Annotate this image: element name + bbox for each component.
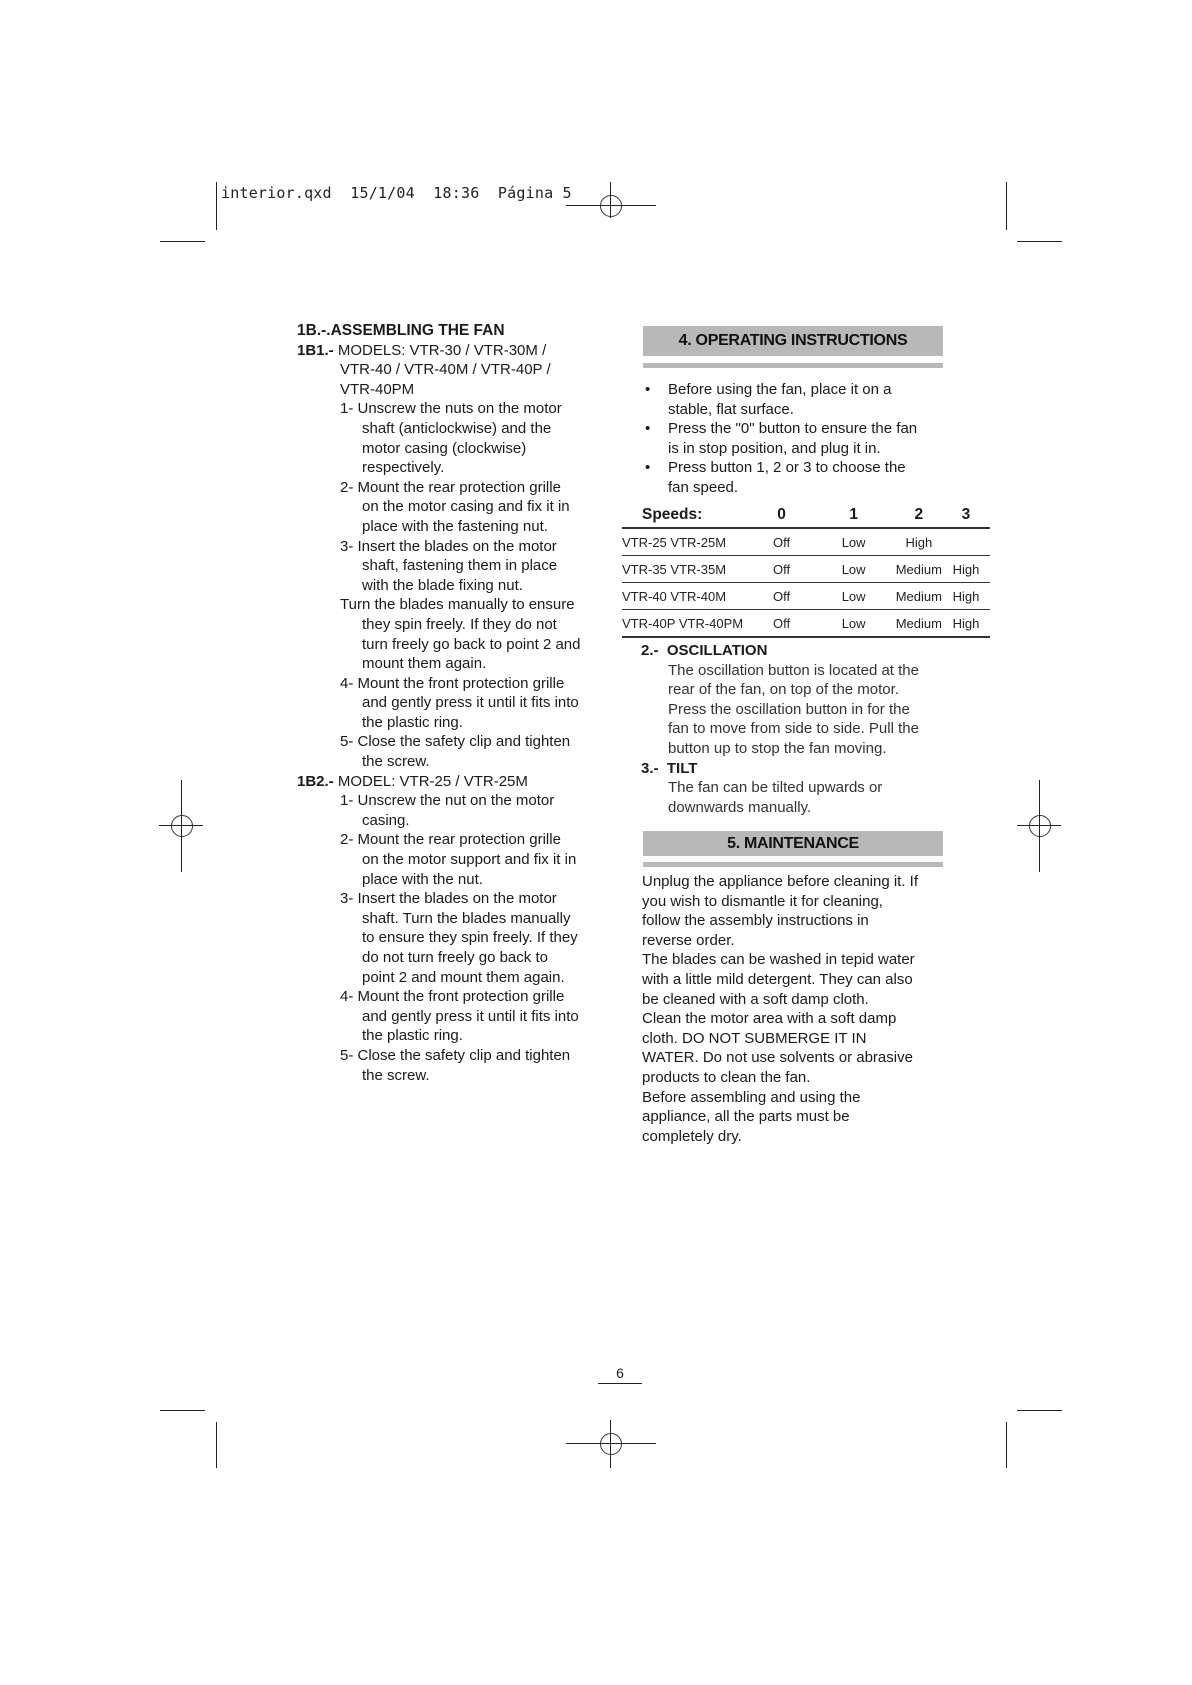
table-header: 3 (961, 506, 971, 523)
b2-step-2: 2- Mount the rear protection grille on the motor support and fix it in place with the nut. (340, 831, 577, 888)
section-4-underbar (643, 363, 943, 368)
maintenance-text: Unplug the appliance before cleaning it. If you wish to dismantle it for cleaning, follow the assembly instructions in reverse order. The blades can be washed in tepid water with a little mild detergent. They can also be cleaned with a soft damp cloth. Clean the motor area with a soft damp cloth. DO NOT SUBMERGE IT IN WATER. Do not use solvents or abrasive products to clean the fan. Before assembling and using the appliance, all the parts must be completely dry. (642, 873, 919, 1145)
bullet-dot: • (645, 459, 651, 477)
assembly-column (297, 321, 602, 1085)
b1-step-4: 4- Mount the front protection grille and gently press it until it fits into the plastic ring. (340, 674, 579, 731)
b1-step-3: 3- Insert the blades on the motor shaft, fastening them in place with the blade fixing nut. (340, 537, 558, 594)
operating-bullets (643, 380, 943, 498)
table-header: 1 (849, 506, 858, 523)
table-row: VTR-40 VTR-40M Off Low Medium High (622, 583, 990, 610)
section-4-title: 4. OPERATING INSTRUCTIONS (643, 326, 943, 356)
oscillation-title: OSCILLATION (666, 642, 768, 659)
b2-label: 1B2.- (297, 772, 334, 790)
section-5-underbar (643, 862, 943, 867)
print-slug: interior.qxd 15/1/04 18:36 Página 5 (221, 184, 572, 202)
oscillation-tilt-block: 2.- OSCILLATION The oscillation button is located at the rear of the fan, on top of the motor. Press the oscillation button in for the fan to move from side to side. Pull the button up to stop the fan moving. 3.- TILT The fan can be tilted upwards or downwards manually. (641, 642, 919, 816)
b2-step-4: 4- Mount the front protection grille and gently press it until it fits into the plastic ring. (340, 988, 579, 1045)
b2-step-5: 5- Close the safety clip and tighten the screw. (340, 1046, 571, 1084)
b1-label: 1B1.- (297, 341, 334, 359)
b1-step-1: 1- Unscrew the nuts on the motor shaft (anticlockwise) and the motor casing (clockwise) respectively. (340, 400, 562, 477)
page-number: 6 (616, 1365, 624, 1381)
b1-step-5: 5- Close the safety clip and tighten the screw. (340, 733, 571, 771)
table-row: VTR-40P VTR-40PM Off Low Medium High (622, 610, 990, 638)
table-header-row (622, 503, 990, 528)
speeds-table (622, 503, 990, 638)
oscillation-label: 2.- (641, 642, 659, 659)
section-5-title: 5. MAINTENANCE (643, 831, 943, 856)
table-header: 0 (777, 506, 786, 523)
b1-step-turn: Turn the blades manually to ensure they spin freely. If they do not turn freely go back to point 2 and mount them again. (340, 596, 581, 673)
bullet-dot: • (645, 381, 651, 398)
bullet-dot: • (645, 420, 651, 438)
b2-step-1: 1- Unscrew the nut on the motor casing. (340, 792, 555, 829)
table-row: VTR-35 VTR-35M Off Low Medium High (622, 556, 990, 583)
tilt-label: 3.- (641, 759, 659, 777)
bullet-item: • Press button 1, 2 or 3 to choose the fan speed. (645, 459, 906, 496)
tilt-title: TILT (666, 759, 698, 777)
b2-model: MODEL: VTR-25 / VTR-25M (337, 772, 528, 790)
b1-models-line: MODELS: VTR-30 / VTR-30M / (337, 341, 547, 359)
page-number-underline (598, 1383, 642, 1384)
table-row: VTR-25 VTR-25M Off Low High (622, 528, 990, 556)
table-header: Speeds: (642, 506, 703, 523)
b2-step-3: 3- Insert the blades on the motor shaft. Turn the blades manually to ensure they spin freely. If they do not turn freely go back to point 2 and mount them again. (340, 890, 578, 986)
bullet-item: • Before using the fan, place it on a stable, flat surface. (645, 381, 892, 418)
b1-models-line: VTR-40PM (340, 380, 415, 398)
b1-models-line: VTR-40 / VTR-40M / VTR-40P / (340, 361, 551, 379)
b1-step-2: 2- Mount the rear protection grille on the motor casing and fix it in place with the fastening nut. (340, 478, 570, 535)
table-header: 2 (914, 506, 924, 523)
assembly-heading: 1B.-.ASSEMBLING THE FAN (297, 322, 505, 339)
bullet-item: • Press the "0" button to ensure the fan is in stop position, and plug it in. (645, 420, 918, 457)
